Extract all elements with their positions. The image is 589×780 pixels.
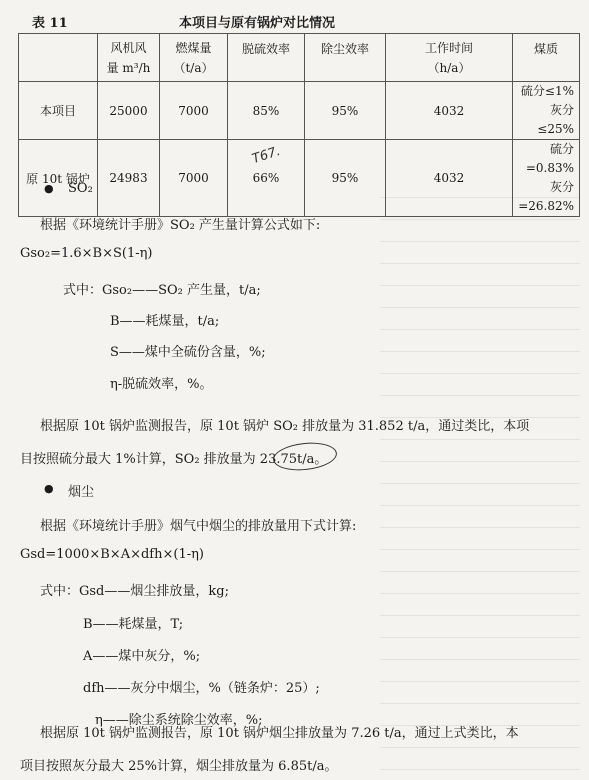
dust-def-b: B——耗煤量，T; <box>83 617 184 632</box>
handwritten-note: T67. <box>250 143 283 168</box>
handwritten-circle-mark <box>272 440 338 474</box>
dust-heading: 烟尘 <box>68 485 95 500</box>
so2-intro: 根据《环境统计手册》SO₂ 产生量计算公式如下: <box>40 218 321 233</box>
header-work-time: 工作时间 （h/a） <box>386 34 513 82</box>
so2-paragraph-line1: 根据原 10t 锅炉监测报告，原 10t 锅炉 SO₂ 排放量为 31.852 t/a，通过类比，本项 <box>40 419 530 434</box>
bullet-icon: ● <box>44 182 54 195</box>
dust-formula: Gsd=1000×B×A×dfh×(1-η) <box>20 547 204 562</box>
cell-fan: 25000 <box>98 82 160 140</box>
so2-heading: SO₂ <box>68 181 93 196</box>
row-name: 原 10t 锅炉 <box>19 140 98 217</box>
bullet-icon: ● <box>44 482 54 495</box>
dust-def-eta: η——除尘系统除尘效率，%; <box>95 713 263 728</box>
table-header-row <box>19 34 580 82</box>
header-dust-removal: 除尘效率 <box>305 34 386 82</box>
cell-coal: 7000 <box>160 82 228 140</box>
table-title: 本项目与原有锅炉对比情况 <box>179 16 336 31</box>
table-row <box>19 82 580 140</box>
table-row <box>19 140 580 217</box>
cell-fan: 24983 <box>98 140 160 217</box>
cell-coal: 7000 <box>160 140 228 217</box>
cell-dust: 95% <box>305 82 386 140</box>
so2-def-s: S——煤中全硫份含量，%; <box>110 345 266 360</box>
so2-paragraph-line2: 目按照硫分最大 1%计算，SO₂ 排放量为 23.75t/a。 <box>20 452 328 467</box>
cell-quality: 硫分=0.83% 灰分=26.82% <box>513 140 580 217</box>
header-coal-use: 燃煤量 （t/a） <box>160 34 228 82</box>
so2-def-b: B——耗煤量，t/a; <box>110 314 220 329</box>
header-fan-volume: 风机风 量 m³/h <box>98 34 160 82</box>
so2-def-eta: η-脱硫效率，%。 <box>110 377 213 392</box>
cell-time: 4032 <box>386 140 513 217</box>
cell-desulf: 66% <box>228 140 305 217</box>
cell-time: 4032 <box>386 82 513 140</box>
dust-paragraph-line1-visible: 根据原 10t 锅炉监测报告，原 10t 锅炉烟尘排放量为 7.26 t/a，通过上式类比，本 <box>40 726 519 741</box>
header-blank <box>19 34 98 82</box>
header-coal-quality: 煤质 <box>513 34 580 82</box>
cell-quality: 硫分≤1% 灰分≤25% <box>513 82 580 140</box>
table-caption <box>18 10 578 30</box>
cell-dust: 95% <box>305 140 386 217</box>
dust-def-gsd: 式中：Gsd——烟尘排放量，kg; <box>40 584 229 599</box>
cell-desulf: 85% <box>228 82 305 140</box>
dust-intro: 根据《环境统计手册》烟气中烟尘的排放量用下式计算: <box>40 519 357 534</box>
so2-formula: Gso₂=1.6×B×S(1-η) <box>20 246 153 261</box>
row-name: 本项目 <box>19 82 98 140</box>
dust-paragraph-line2: 项目按照灰分最大 25%计算，烟尘排放量为 6.85t/a。 <box>20 759 338 774</box>
table-number: 表 11 <box>32 16 68 31</box>
so2-def-gso2: 式中：Gso₂——SO₂ 产生量，t/a; <box>63 283 261 298</box>
dust-def-a: A——煤中灰分，%; <box>83 649 201 664</box>
comparison-table <box>18 33 580 217</box>
dust-def-dfh: dfh——灰分中烟尘，%（链条炉：25）; <box>83 681 320 696</box>
header-desulfurization: 脱硫效率 <box>228 34 305 82</box>
